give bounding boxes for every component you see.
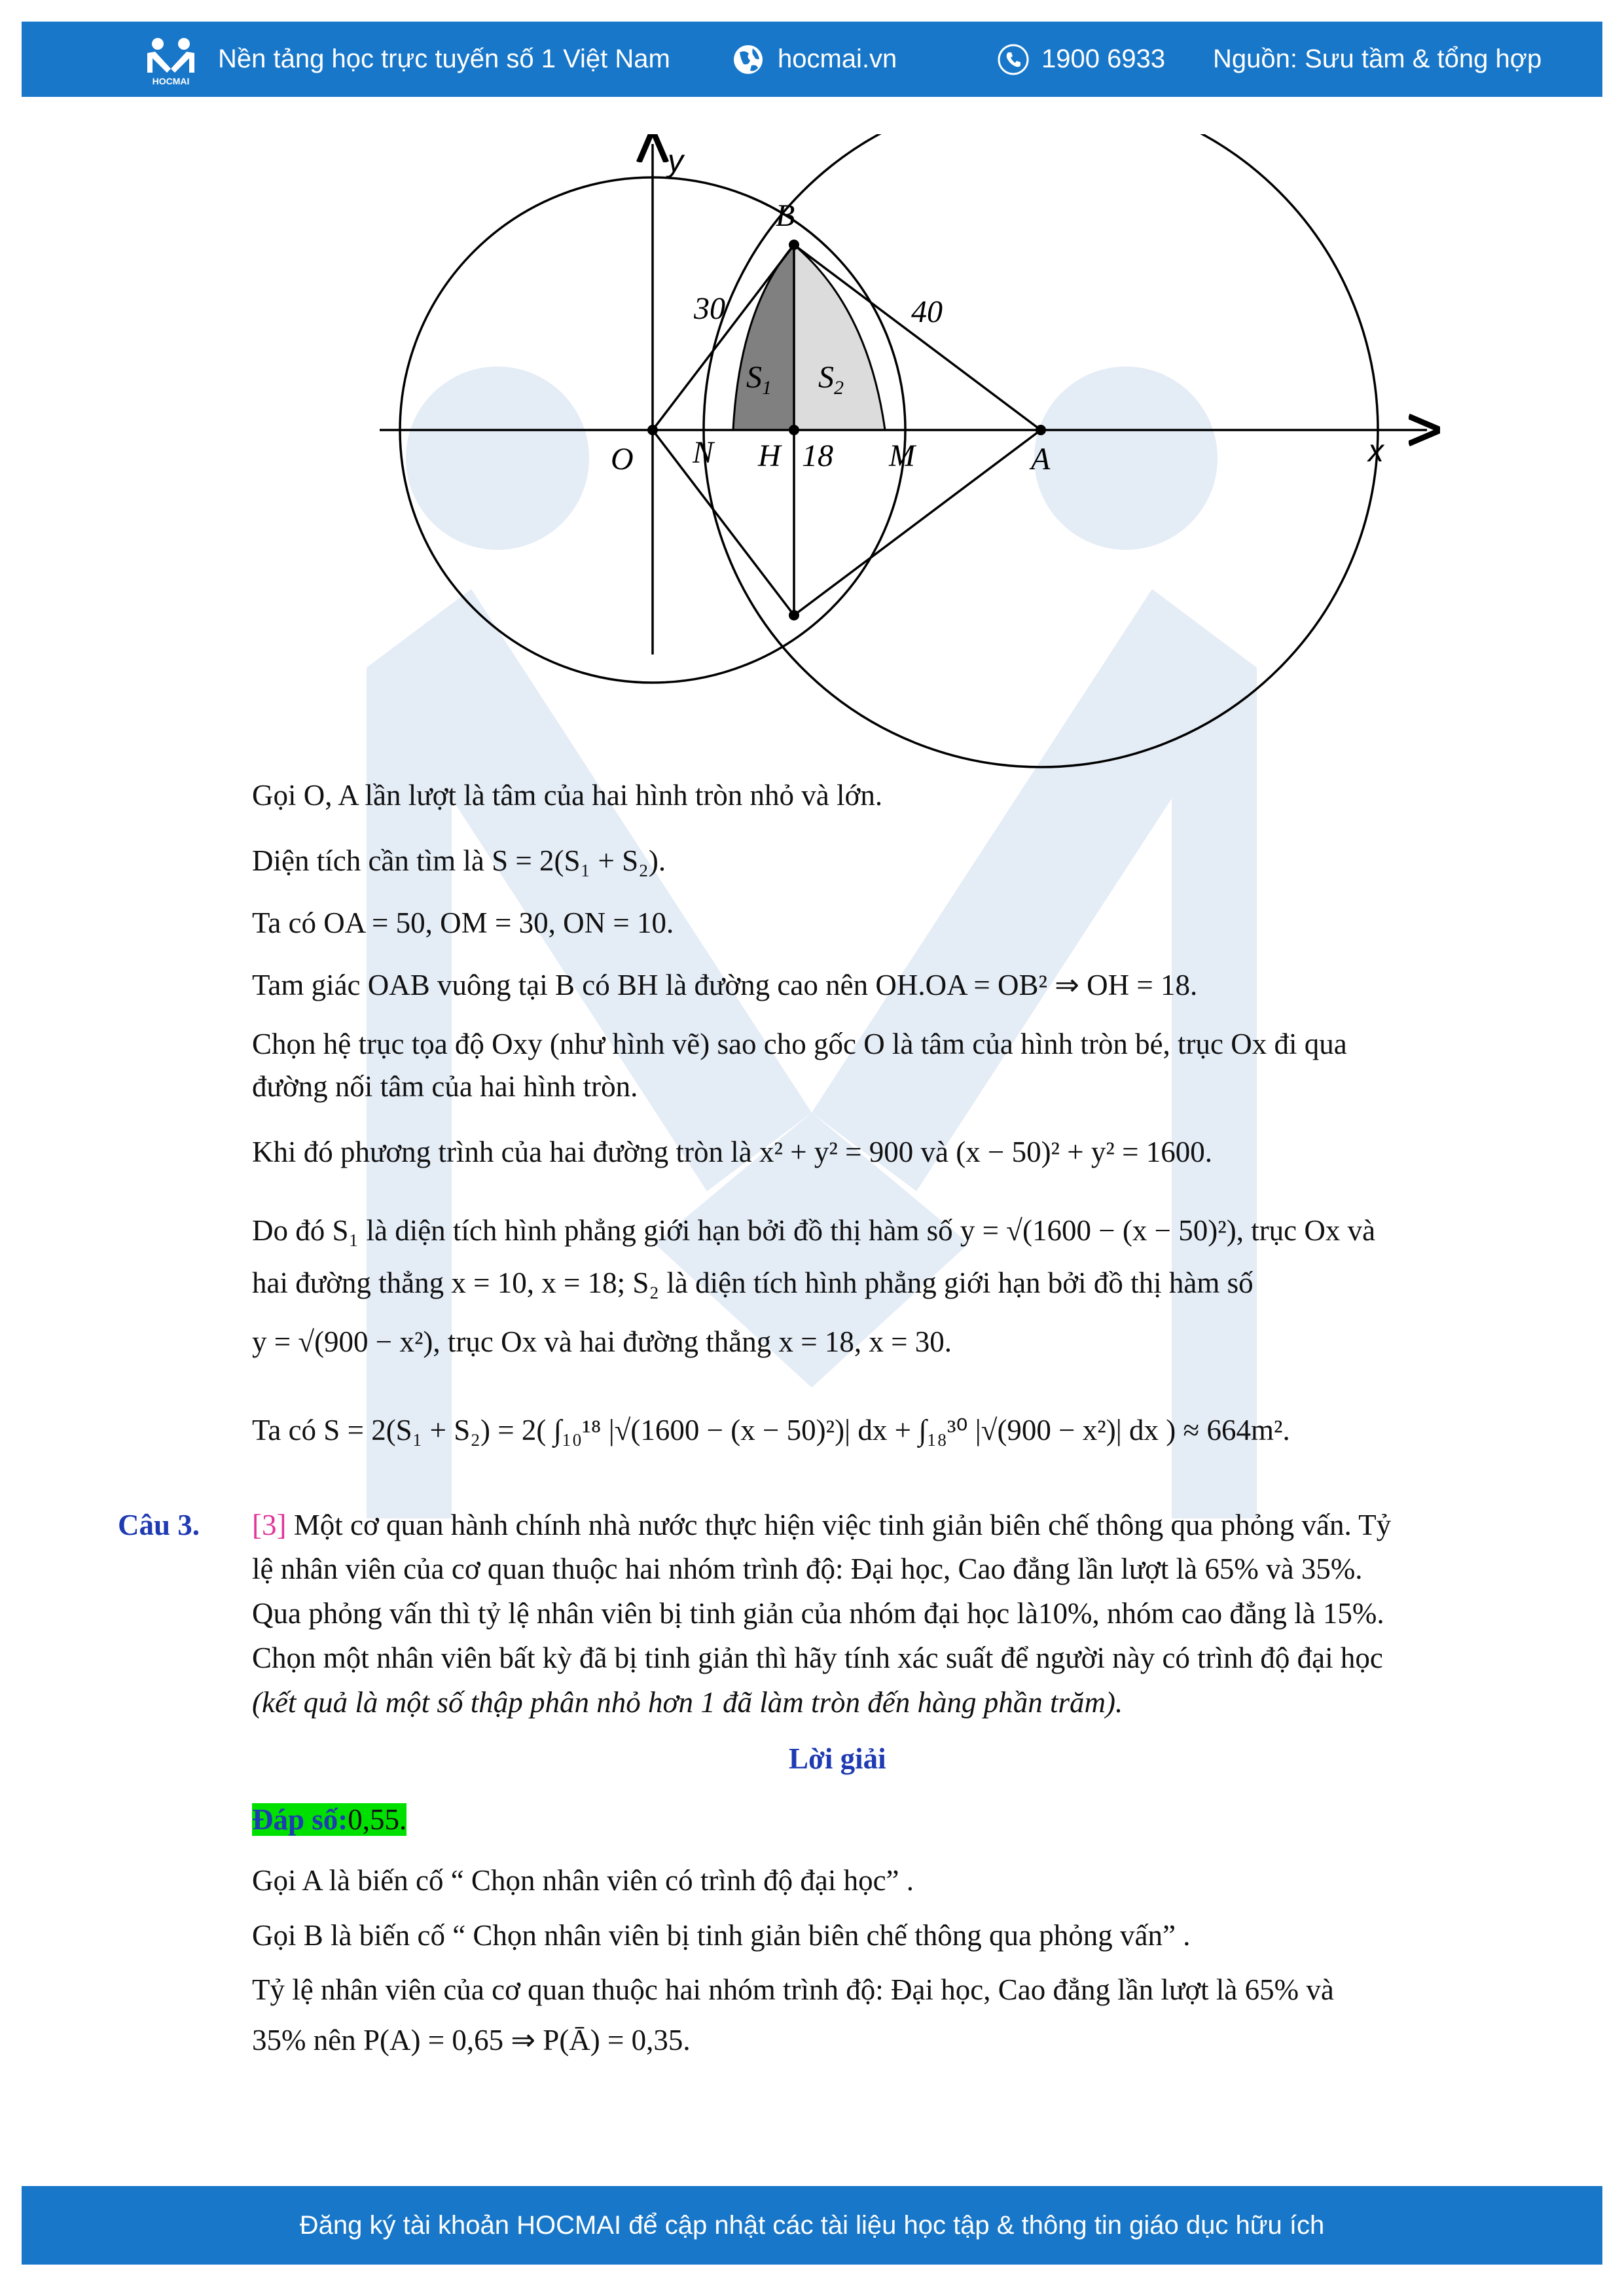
header-source: Nguồn: Sưu tầm & tổng hợp <box>1213 45 1542 73</box>
point-o <box>647 425 658 435</box>
question-line-4: Chọn một nhân viên bất kỳ đã bị tinh giản thì hãy tính xác suất để người này có trình độ đại học <box>252 1641 1383 1674</box>
geometry-figure <box>367 134 1440 789</box>
answer-line <box>252 1803 406 1837</box>
text-line: Gọi O, A lần lượt là tâm của hai hình tròn nhỏ và lớn. <box>252 779 883 812</box>
label-y: y <box>668 144 683 179</box>
solution-line-2: Gọi B là biến cố “ Chọn nhân viên bị tinh giản biên chế thông qua phỏng vấn” . <box>252 1919 1191 1952</box>
text-line: y = √(900 − x²), trục Ox và hai đường thẳng x = 18, x = 30. <box>252 1325 952 1358</box>
label-o: O <box>611 442 634 476</box>
label-n: N <box>693 435 714 470</box>
solution-line-4: 35% nên P(A) = 0,65 ⇒ P(Ā) = 0,35. <box>252 2024 691 2056</box>
header-phone-group[interactable] <box>997 22 1165 97</box>
page-footer <box>22 2186 1602 2265</box>
point-b <box>789 240 799 250</box>
question-line-5: (kết quả là một số thập phân nhỏ hơn 1 đã làm tròn đến hàng phần trăm). <box>252 1686 1123 1719</box>
phone-icon <box>997 43 1030 76</box>
label-b: B <box>776 198 795 233</box>
solution-line-1: Gọi A là biến cố “ Chọn nhân viên có trình độ đại học” . <box>252 1864 914 1897</box>
hocmai-logo <box>138 35 204 87</box>
text-line: Khi đó phương trình của hai đường tròn là x² + y² = 900 và (x − 50)² + y² = 1600. <box>252 1136 1213 1168</box>
footer-text[interactable]: Đăng ký tài khoản HOCMAI để cập nhật các tài liệu học tập & thông tin giáo dục hữu ích <box>299 2210 1325 2240</box>
answer-value: 0,55. <box>348 1803 407 1836</box>
question-line-2: lệ nhân viên của cơ quan thuộc hai nhóm trình độ: Đại học, Cao đẳng lần lượt là 65% và 35%. <box>252 1552 1363 1585</box>
point-lower <box>789 610 799 620</box>
header-website[interactable]: hocmai.vn <box>778 45 897 73</box>
point-a <box>1036 425 1046 435</box>
text-line: Diện tích cần tìm là S = 2(S₁ + S₂). <box>252 844 666 877</box>
text-line: Do đó S₁ là diện tích hình phẳng giới hạn bởi đồ thị hàm số y = √(1600 − (x − 50)²), trục Ox và <box>252 1214 1376 1247</box>
header-tagline: Nền tảng học trực tuyến số 1 Việt Nam <box>218 45 670 73</box>
answer-label: Đáp số: <box>252 1803 348 1836</box>
solution-title: Lời giải <box>789 1742 886 1775</box>
label-18: 18 <box>802 439 833 473</box>
region-s2 <box>794 245 885 430</box>
label-s2: $S_2$ <box>818 360 844 399</box>
solution-line-3: Tỷ lệ nhân viên của cơ quan thuộc hai nhóm trình độ: Đại học, Cao đẳng lần lượt là 65% và <box>252 1973 1334 2006</box>
text-line: Ta có OA = 50, OM = 30, ON = 10. <box>252 906 674 939</box>
question-line-3: Qua phỏng vấn thì tỷ lệ nhân viên bị tinh giản của nhóm đại học là10%, nhóm cao đẳng là 15%. <box>252 1597 1384 1630</box>
question-number: Câu 3. <box>118 1509 200 1541</box>
header-website-group[interactable] <box>732 22 897 97</box>
text-line: đường nối tâm của hai hình tròn. <box>252 1070 638 1103</box>
logo-text: HOCMAI <box>152 76 190 86</box>
page-header <box>22 22 1602 97</box>
question-line-1 <box>252 1509 1391 1543</box>
integral-line: Ta có S = 2(S₁ + S₂) = 2( ∫₁₀¹⁸ |√(1600 − (x − 50)²)| dx + ∫₁₈³⁰ |√(900 − x²)| dx ) ≈ 664m². <box>252 1414 1290 1446</box>
text-line: Tam giác OAB vuông tại B có BH là đường cao nên OH.OA = OB² ⇒ OH = 18. <box>252 969 1198 1001</box>
label-m: M <box>889 439 915 473</box>
point-h <box>789 425 799 435</box>
label-40: 40 <box>911 295 943 329</box>
text-line: hai đường thẳng x = 10, x = 18; S₂ là diện tích hình phẳng giới hạn bởi đồ thị hàm số <box>252 1266 1254 1299</box>
text-line: Chọn hệ trục tọa độ Oxy (như hình vẽ) sao cho gốc O là tâm của hình tròn bé, trục Ox đi qua <box>252 1028 1347 1060</box>
label-s1: $S_1$ <box>746 360 772 399</box>
question-level: [3] <box>252 1509 287 1541</box>
label-a: A <box>1031 442 1051 476</box>
label-h: H <box>758 439 781 473</box>
question-text-1: Một cơ quan hành chính nhà nước thực hiện việc tinh giản biên chế thông qua phỏng vấn. Tỷ <box>293 1509 1392 1541</box>
globe-icon <box>732 43 765 76</box>
header-phone[interactable]: 1900 6933 <box>1041 45 1166 73</box>
label-30: 30 <box>694 291 725 326</box>
label-x: x <box>1368 434 1384 469</box>
